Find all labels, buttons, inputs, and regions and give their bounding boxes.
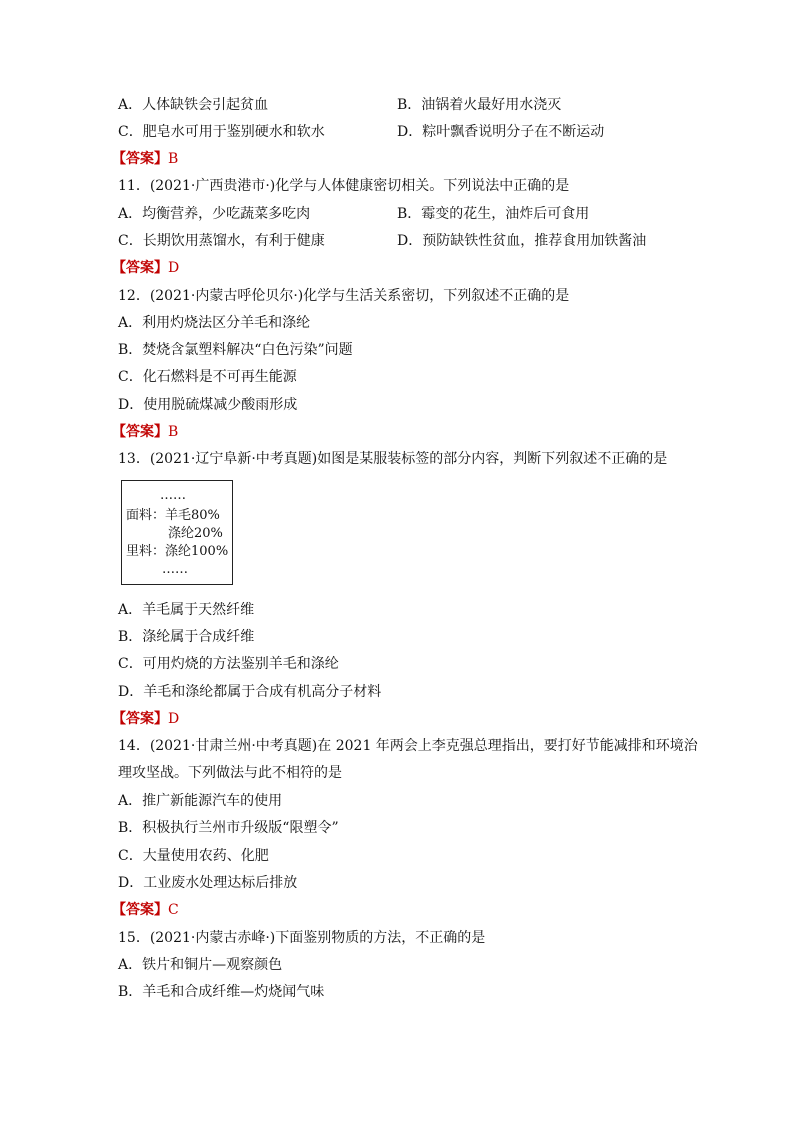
answer-value: B [168,424,179,440]
label-dots-top: …… [160,488,186,503]
answer-tag: 【答案】 [112,424,168,440]
answer-tag: 【答案】 [112,902,168,918]
q12-option-b: B．焚烧含氯塑料解决“白色污染”问题 [118,342,353,358]
clothing-label-figure [121,480,233,585]
q11-option-d: D．预防缺铁性贫血，推荐食用加铁酱油 [397,233,647,249]
q14-option-a: A．推广新能源汽车的使用 [118,793,283,809]
q14-answer [112,900,179,920]
q11-option-c: C．长期饮用蒸馏水，有利于健康 [118,233,325,249]
q11-answer [112,258,179,278]
label-fabric: 面料：羊毛80% [126,508,220,523]
answer-tag: 【答案】 [112,711,168,727]
q12-option-a: A．利用灼烧法区分羊毛和涤纶 [118,315,311,331]
q13-option-b: B．涤纶属于合成纤维 [118,629,255,645]
q10-option-c: C．肥皂水可用于鉴别硬水和软水 [118,124,325,140]
q12-stem: 12．(2021·内蒙古呼伦贝尔·)化学与生活关系密切，下列叙述不正确的是 [118,288,570,304]
label-lining: 里料：涤纶100% [126,544,229,559]
q11-option-a: A．均衡营养，少吃蔬菜多吃肉 [118,206,311,222]
q13-option-d: D．羊毛和涤纶都属于合成有机高分子材料 [118,684,382,700]
label-dots-bottom: …… [162,562,188,577]
answer-value: D [168,260,180,276]
q13-answer [112,709,179,729]
answer-tag: 【答案】 [112,151,168,167]
answer-value: B [168,151,179,167]
q14-stem-line-2: 理攻坚战。下列做法与此不相符的是 [118,765,342,781]
answer-value: C [168,902,179,918]
q15-option-b: B．羊毛和合成纤维—灼烧闻气味 [118,984,325,1000]
q10-option-d: D．粽叶飘香说明分子在不断运动 [397,124,605,140]
answer-value: D [168,711,180,727]
q13-option-c: C．可用灼烧的方法鉴别羊毛和涤纶 [118,656,339,672]
q15-stem: 15．(2021·内蒙古赤峰·)下面鉴别物质的方法，不正确的是 [118,930,486,946]
q12-option-d: D．使用脱硫煤减少酸雨形成 [118,397,298,413]
q14-option-d: D．工业废水处理达标后排放 [118,875,298,891]
q15-option-a: A．铁片和铜片—观察颜色 [118,957,283,973]
q11-option-b: B．霉变的花生，油炸后可食用 [397,206,590,222]
q14-stem-line-1: 14．(2021·甘肃兰州·中考真题)在 2021 年两会上李克强总理指出，要打好节能减排和环境治 [118,738,698,754]
answer-tag: 【答案】 [112,260,168,276]
q13-stem: 13．(2021·辽宁阜新·中考真题)如图是某服装标签的部分内容，判断下列叙述不正确的是 [118,451,668,467]
q10-option-a: A．人体缺铁会引起贫血 [118,97,269,113]
q14-option-b: B．积极执行兰州市升级版“限塑令” [118,820,339,836]
q10-option-b: B．油锅着火最好用水浇灭 [397,97,562,113]
q12-option-c: C．化石燃料是不可再生能源 [118,369,297,385]
q12-answer [112,422,178,442]
q14-option-c: C．大量使用农药、化肥 [118,848,269,864]
q10-answer [112,149,178,169]
q11-stem: 11．(2021·广西贵港市·)化学与人体健康密切相关。下列说法中正确的是 [118,178,570,194]
label-fabric-2: 涤纶20% [168,526,223,541]
q13-option-a: A．羊毛属于天然纤维 [118,602,255,618]
